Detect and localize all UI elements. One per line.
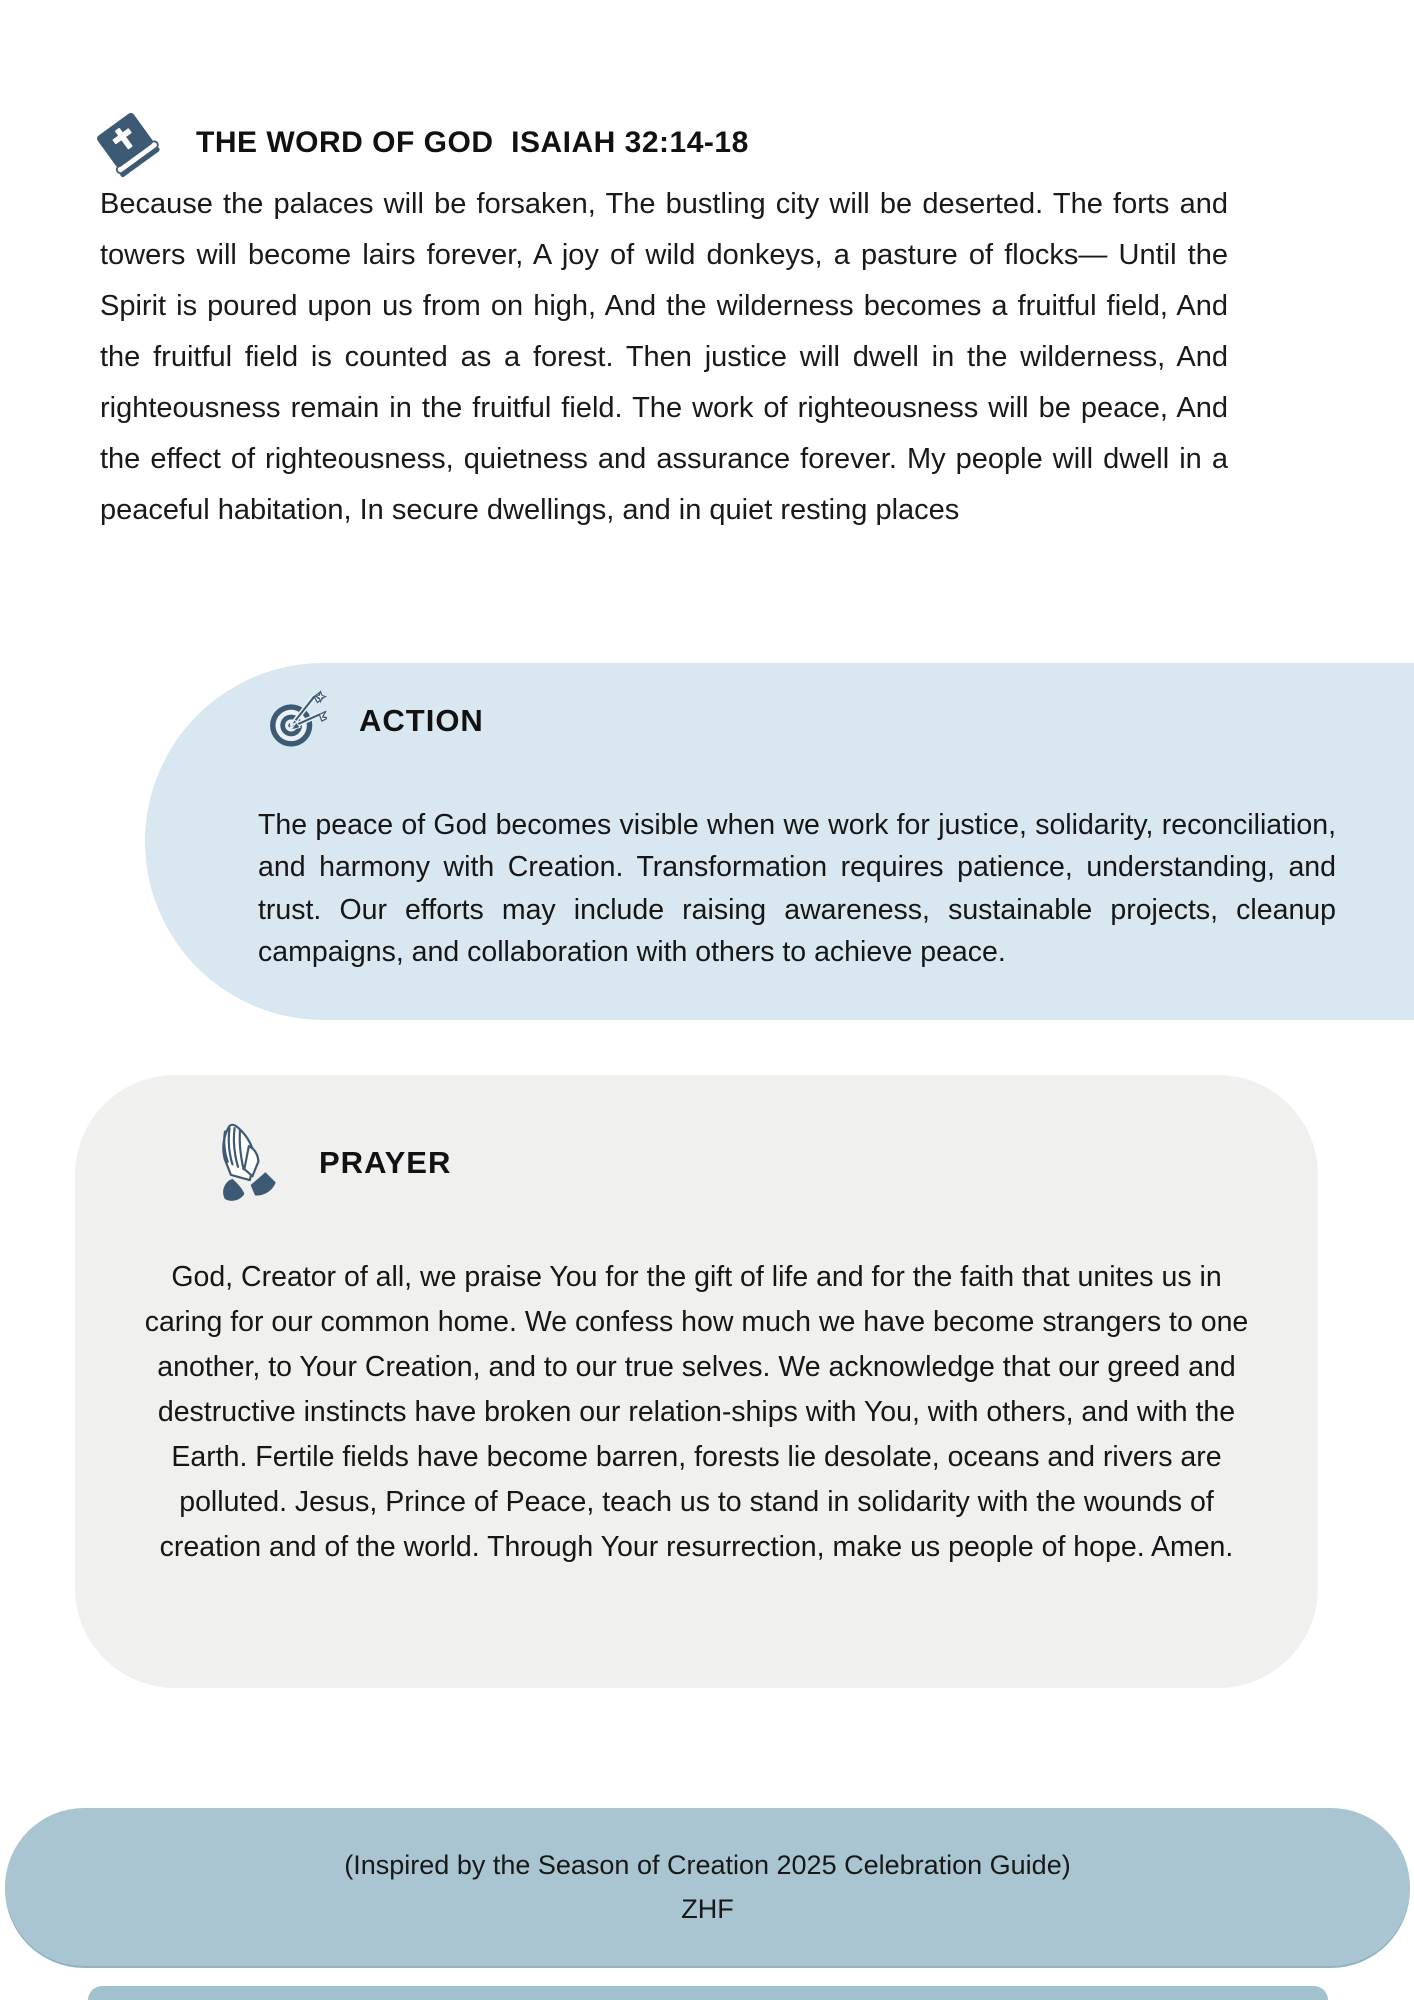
prayer-header xyxy=(203,1113,451,1213)
action-heading: ACTION xyxy=(359,703,484,738)
footer-initials: ZHF xyxy=(681,1894,734,1924)
scripture-text: Because the palaces will be forsaken, The bustling city will be deserted. The forts and towers will become lairs forever, A joy of wild donkeys, a pasture of flocks— Until the Spirit is poured upon us from on high, And the wilderness becomes a fruitful field, And the fruitful field is counted as a forest. Then justice will dwell in the wilderness, And righteousness remain in the fruitful field. The work of righteousness will be peace, And the effect of righteousness, quietness and assurance forever. My people will dwell in a peaceful habitation, In secure dwellings, and in quiet resting places xyxy=(100,188,1228,526)
page-title: THE WORD OF GOD ISAIAH 32:14-18 xyxy=(196,126,749,159)
prayer-section xyxy=(75,1075,1318,1688)
prayer-text: God, Creator of all, we praise You for the gift of life and for the faith that unites us in caring for our common home. We confess how much we have become strangers to one another, to Your Creation, and to our true selves. We acknowledge that our greed and destructive instincts have broken our relation-ships with You, with others, and with the Earth. Fertile fields have become barren, forests lie desolate, oceans and rivers are polluted. Jesus, Prince of Peace, teach us to stand in solidarity with the wounds of creation and of the world. Through Your resurrection, make us people of hope. Amen. xyxy=(144,1261,1249,1563)
header xyxy=(92,100,749,186)
bible-icon xyxy=(92,100,164,186)
action-text: The peace of God becomes visible when we work for justice, solidarity, reconciliation, and harmony with Creation. Transformation requires patience, understanding, and trust. Our efforts may include raising awareness, sustainable projects, cleanup campaigns, and collaboration with others to achieve peace. xyxy=(258,808,1336,968)
prayer-heading: PRAYER xyxy=(319,1145,452,1180)
action-section xyxy=(145,663,1414,1020)
praying-hands-icon xyxy=(203,1113,287,1213)
bottom-decorative-strip xyxy=(88,1986,1328,2000)
target-arrows-icon xyxy=(263,689,327,753)
footer-credit: (Inspired by the Season of Creation 2025 Celebration Guide) xyxy=(344,1850,1071,1880)
action-header xyxy=(263,689,484,753)
footer-band xyxy=(5,1808,1410,1966)
